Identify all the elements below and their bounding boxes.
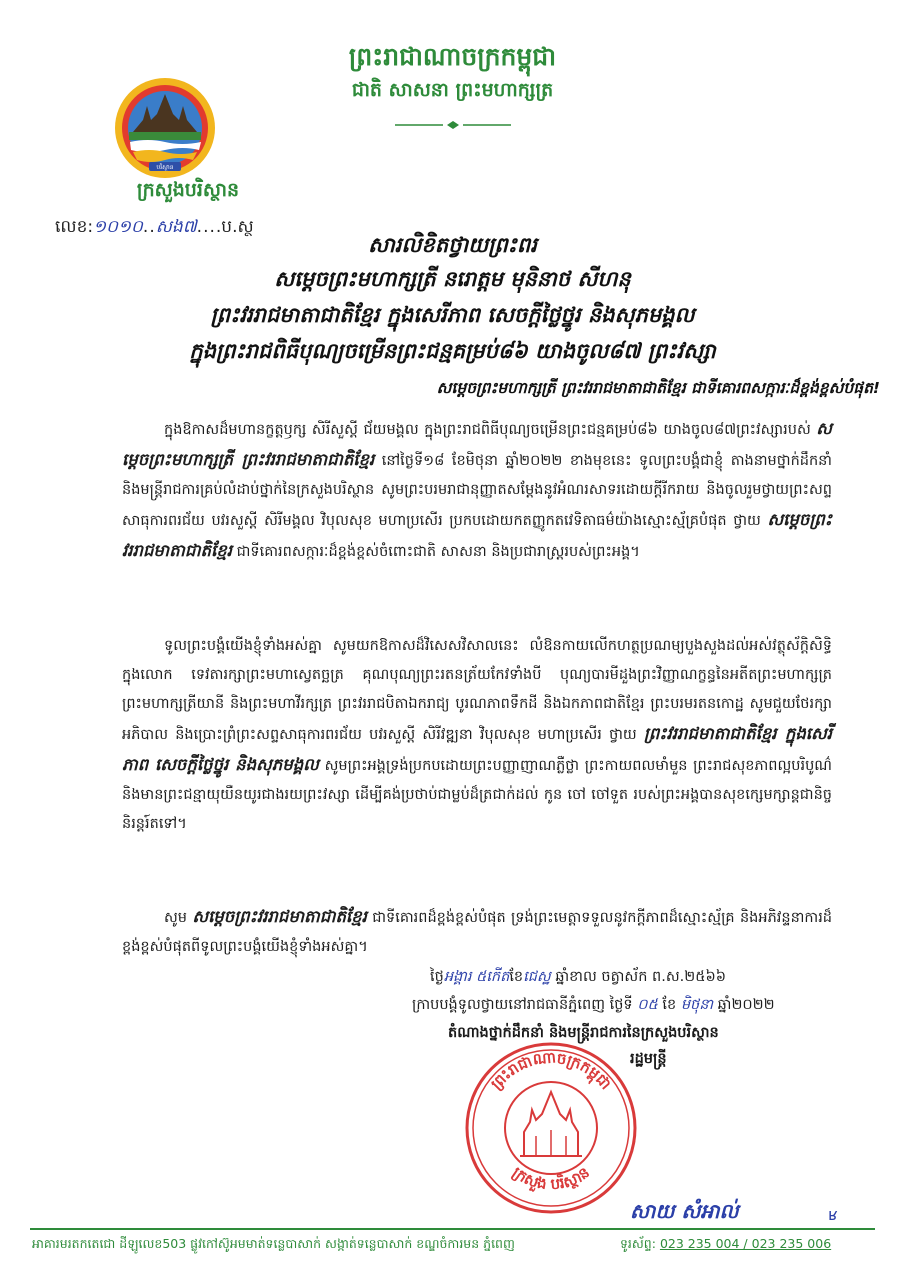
ministry-logo: [113, 76, 217, 180]
date-place: ក្រាបបង្គំទូលថ្វាយនៅរាជធានីភ្នំពេញ ថ្ងៃទី: [412, 997, 633, 1013]
date-day-hand: ០៥: [637, 997, 658, 1013]
paragraph-1: [122, 414, 832, 567]
p1-queen-name: សម្តេចព្រះមហាក្សត្រី ព្រះវររាជមាតាជាតិខ្មែរ: [122, 419, 832, 469]
date-year: ឆ្នាំ២០២២: [717, 997, 775, 1013]
p1-queen-title: សម្តេចព្រះវររាជមាតាជាតិខ្មែរ: [122, 510, 832, 560]
title-occasion: ក្នុងព្រះរាជពិធីបុណ្យចម្រើនព្រះជន្មគម្រប់៨៦ យាងចូល៨៧ ព្រះវស្សា: [189, 338, 716, 363]
footer-telephone: [620, 1236, 831, 1255]
lunar-year: ឆ្នាំខាល ចត្វាស័ក ព.ស.២៥៦៦: [555, 969, 727, 985]
p2-text-a: ទូលព្រះបង្គំយើងខ្ញុំទាំងអស់គ្នា សូមយកឱកាសដ៏វិសេសវិសាលនេះ លំឱនកាយលើកហត្ថប្រណម្យបួងសួងដល់អស់វត្ថុស័ក្តិសិទ្ធិក្នុងលោក ទេវតារក្សាព្រះមហាស្វេតច្ឆត្រ គុណបុណ្យព្រះរតនត្រ័យកែវទាំងបី បុណ្យបារមីដួងព្រះវិញ្ញាណក្ខន្ធនៃអតីតព្រះមហាក្សត្រ ព្រះមហាក្សត្រីយានី និងព្រះមហាវីរក្សត្រ ព្រះវររាជបិតាឯករាជ្យ បូរណភាពទឹកដី និងឯកភាពជាតិខ្មែរ ព្រះបរមរតនកោដ្ឋ សូមជួយថែរក្សាអភិបាល និងប្រោះព្រំព្រះសព្ទសាធុការពរជ័យ បវរសួស្តី សិរីវឌ្ឍនា វិបុលសុខ មហាប្រសើរ ថ្វាយ: [122, 638, 832, 743]
ministry-name: ក្រសួងបរិស្ថាន: [136, 179, 240, 201]
p2-text-c: សូមព្រះអង្គទ្រង់ប្រកបដោយព្រះបញ្ញាញាណភ្លឺថ្លា ព្រះកាយពលមាំមួន ព្រះរាជសុខភាពល្អបរិបូណ៌ និងមានព្រះជន្មាយុយឺនយូរជាងរយព្រះវស្សា ដើម្បីគង់ប្រថាប់ជាម្លប់ដ៏ត្រជាក់ដល់ កូន ចៅ ចៅទួត របស់ព្រះអង្គបានសុខក្សេមក្សាន្តជានិច្ចនិរន្តរ៍តទៅ។: [122, 758, 832, 832]
solar-date: ក្រាបបង្គំទូលថ្វាយនៅរាជធានីភ្នំពេញ ថ្ងៃទី ០៥ ខែ មិថុនា ឆ្នាំ២០២២: [412, 997, 775, 1013]
lunar-month-hand: ជេស្ឋ: [523, 969, 551, 985]
letter-title: សារលិខិតថ្វាយព្រះពរ: [368, 232, 537, 257]
salutation: សម្តេចព្រះមហាក្សត្រី ព្រះវររាជមាតាជាតិខ្មែរ ជាទីគោរពសក្ការៈដ៏ខ្ពង់ខ្ពស់បំផុត!: [436, 379, 880, 397]
p3-text-c: ជាទីគោរពដ៏ខ្ពង់ខ្ពស់បំផុត ទ្រង់ព្រះមេត្តាទទួលនូវកក្តីភាពដ៏ស្មោះស្ម័គ្រ និងអភិវន្ទនាការដ៏ខ្ពង់ខ្ពស់បំផុតពីទូលព្រះបង្គំយើងខ្ញុំទាំងអស់គ្នា។: [122, 910, 832, 955]
signer-position: រដ្ឋមន្ត្រី: [630, 1051, 667, 1067]
ref-suffix: .ប.ស្ថ: [215, 217, 254, 237]
ref-label: លេខ:: [55, 217, 94, 237]
seal-top-text: ព្រះរាជាណាចក្រកម្ពុជា: [487, 1048, 615, 1094]
title-queen-honorific: ព្រះវររាជមាតាជាតិខ្មែរ ក្នុងសេរីភាព សេចក្តីថ្លៃថ្នូរ និងសុភមង្គល: [210, 302, 695, 327]
ref-number: ១០១០: [93, 217, 143, 237]
lunar-day-hand: អង្គារ ៥កើត: [443, 969, 510, 985]
footer-address: អាគារមរតកតេជោ ដីឡូលេខ503 ផ្លូវកៅស៊ូអមមាត់ទន្លេបាសាក់ សង្កាត់ទន្លេបាសាក់ ខណ្ឌចំការមន ភ្នំពេញ: [32, 1236, 515, 1251]
national-motto: ជាតិ សាសនា ព្រះមហាក្សត្រ: [351, 79, 554, 101]
date-month-hand: មិថុនា: [680, 997, 714, 1013]
title-queen-name: សម្តេចព្រះមហាក្សត្រី នរោត្តម មុនិនាថ សីហនុ: [274, 266, 631, 291]
p2-queen-honorific: ព្រះវររាជមាតាជាតិខ្មែរ ក្នុងសេរីភាព សេចក្តីថ្លៃថ្នូរ និងសុភមង្គល: [122, 724, 832, 774]
ref-code: សង៧: [155, 217, 197, 237]
p3-text-a: សូម: [164, 910, 188, 926]
paragraph-2: [122, 632, 832, 839]
svg-text:ក្រសួង បរិស្ថាន: [509, 1163, 593, 1193]
p1-text-c: នៅថ្ងៃទី១៨ ខែមិថុនា ឆ្នាំ២០២២ ខាងមុខនេះ ទូលព្រះបង្គំជាខ្ញុំ តាងនាមថ្នាក់ដឹកនាំ និងមន្ត្រីរាជការគ្រប់លំដាប់ថ្នាក់នៃក្រសួងបរិស្ថាន សូមព្រះបរមរាជានុញ្ញាតសម្តែងនូវអំណរសាទរដោយក្តីរីករាយ និងចូលរួមថ្វាយព្រះសព្ទសាធុការពរជ័យ បវរសួស្តី សិរីមង្គល វិបុលសុខ មហាប្រសើរ ប្រកបដោយកតញ្ញូកតវេទិតាធម៌យ៉ាងស្មោះស្ម័គ្របំផុត ថ្វាយ: [122, 453, 832, 529]
seal-bottom-text: ក្រសួង បរិស្ថាន: [509, 1163, 593, 1194]
representative-line: តំណាងថ្នាក់ដឹកនាំ និងមន្ត្រីរាជការនៃក្រសួងបរិស្ថាន: [448, 1025, 719, 1041]
signer-name: សាយ សំអាល់: [630, 1199, 739, 1223]
lunar-date: ថ្ងៃអង្គារ ៥កើតខែជេស្ឋ ឆ្នាំខាល ចត្វាស័ក ព.ស.២៥៦៦: [430, 969, 727, 985]
initial-mark: ʁ: [828, 1205, 838, 1224]
p1-text-e: ជាទីគោរពសក្ការៈដ៏ខ្ពង់ខ្ពស់ចំពោះជាតិ សាសនា និងប្រជារាស្ត្ររបស់ព្រះអង្គ។: [236, 544, 640, 560]
ornament-divider: [395, 120, 511, 130]
p1-text-a: ក្នុងឱកាសដ៏មហានក្ខត្តឫក្ស សិរីសួស្តី ជ័យមង្គល ក្នុងព្រះរាជពិធីបុណ្យចម្រើនព្រះជន្មគម្រប់៨៦ យាងចូល៨៧ព្រះវស្សារបស់: [164, 422, 811, 438]
footer-divider: [30, 1228, 875, 1230]
official-seal: [462, 1036, 640, 1216]
paragraph-3: [122, 902, 832, 962]
logo-label: បរិស្ថាន: [156, 164, 174, 171]
svg-text:ព្រះរាជាណាចក្រកម្ពុជា: [487, 1048, 615, 1093]
kingdom-title: ព្រះរាជាណាចក្រកម្ពុជា: [348, 42, 557, 71]
reference-number: លេខ:១០១០..សង៧....ប.ស្ថ: [55, 217, 254, 237]
tel-label: ទូរស័ព្ទ:: [620, 1236, 656, 1251]
p3-queen-title: សម្តេចព្រះវររាជមាតាជាតិខ្មែរ: [192, 907, 367, 926]
tel-number: 023 235 004 / 023 235 006: [659, 1236, 832, 1251]
